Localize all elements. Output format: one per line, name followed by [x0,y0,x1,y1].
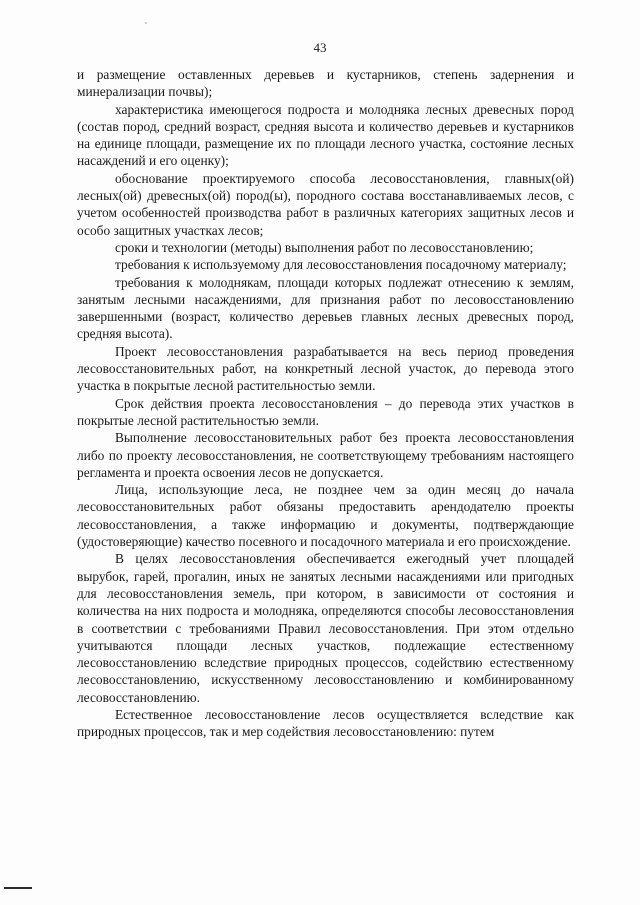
body-text [77,66,574,741]
paragraph: В целях лесовосстановления обеспечивается ежегодный учет площадей вырубок, гарей, прогалин, иных не занятых лесными насаждениями или пригодных для лесовосстановления земель, при котором, в зависимости от состояния и количества на них подроста и молодняка, определяются способы лесовосстановления в соответствии с требованиями Правил лесовосстановления. При этом отдельно учитываются площади лесных участков, подлежащие естественному лесовосстановлению вследствие природных процессов, содействию естественному лесовосстановлению, искусственному лесовосстановлению и комбинированному лесовосстановлению. [77,551,574,705]
scan-speck [145,22,147,24]
paragraph: Проект лесовосстановления разрабатывается на весь период проведения лесовосстановительных работ, на конкретный лесной участок, до перевода этого участка в покрытые лесной растительностью земли. [77,343,574,394]
paragraph: требования к молоднякам, площади которых подлежат отнесению к землям, занятым лесными насаждениями, для признания работ по лесовосстановлению завершенными (возраст, количество деревьев главных лесных древесных пород, средняя высота). [77,274,574,342]
scan-margin-mark [4,887,32,889]
page-number: 43 [313,40,327,55]
paragraph-continuation: и размещение оставленных деревьев и кустарников, степень задернения и минерализации почвы); [77,67,574,100]
paragraph: Лица, использующие леса, не позднее чем за один месяц до начала лесовосстановительных работ обязаны предоставить арендодателю проекты лесовосстановления, а также информацию и документы, подтверждающие (удостоверяющие) качество посевного и посадочного материала и его происхождение. [77,482,574,550]
paragraph: Выполнение лесовосстановительных работ без проекта лесовосстановления либо по проекту лесовосстановления, не соответствующему требованиям настоящего регламента и проекта освоения лесов не допускается. [77,430,574,480]
paragraph: характеристика имеющегося подроста и молодняка лесных древесных пород (состав пород, средний возраст, средняя высота и количество деревьев и кустарников на единице площади, размещение их по площади лесного участка, состояние лесных насаждений и его оценку); [77,101,574,169]
paragraph: Срок действия проекта лесовосстановления – до перевода этих участков в покрытые лесной растительностью земли. [77,395,574,428]
paragraph: требования к используемому для лесовосстановления посадочному материалу; [115,257,567,273]
paragraph: обоснование проектируемого способа лесовосстановления, главных(ой) лесных(ой) древесных(ой) пород(ы), породного состава восстанавливаемых лесов, с учетом особенностей производства работ в различных категориях защитных лесов и особо защитных участках лесов; [77,170,574,238]
paragraph: Естественное лесовосстановление лесов осуществляется вследствие как природных процессов, так и мер содействия лесовосстановлению: путем [77,706,574,740]
paragraph: сроки и технологии (методы) выполнения работ по лесовосстановлению; [115,239,534,255]
